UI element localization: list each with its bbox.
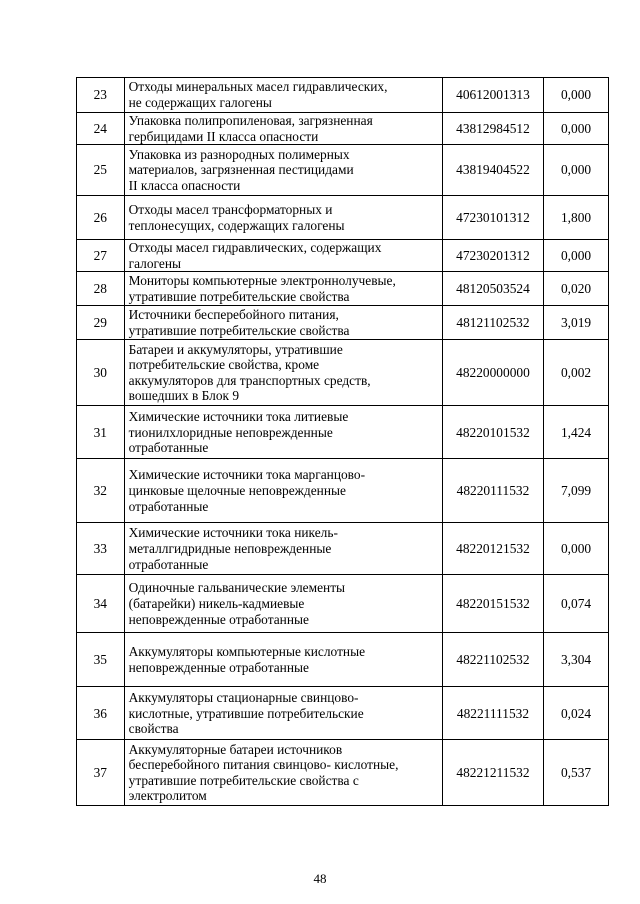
waste-name: Мониторы компьютерные электроннолучевые, утратившие потребительские свойства <box>124 272 442 306</box>
row-number: 37 <box>77 740 125 806</box>
waste-table-body <box>77 78 609 806</box>
waste-amount: 0,000 <box>544 78 609 113</box>
fkko-code: 48221211532 <box>442 740 543 806</box>
waste-amount: 0,000 <box>544 145 609 196</box>
table-row <box>77 196 609 240</box>
row-number: 25 <box>77 145 125 196</box>
fkko-code: 48220111532 <box>442 459 543 523</box>
table-row <box>77 306 609 340</box>
table-row <box>77 406 609 459</box>
row-number: 23 <box>77 78 125 113</box>
row-number: 30 <box>77 340 125 406</box>
waste-name: Отходы масел трансформаторных и теплонесущих, содержащих галогены <box>124 196 442 240</box>
waste-amount: 7,099 <box>544 459 609 523</box>
waste-amount: 0,074 <box>544 575 609 633</box>
table-row <box>77 575 609 633</box>
row-number: 36 <box>77 687 125 740</box>
fkko-code: 40612001313 <box>442 78 543 113</box>
fkko-code: 47230201312 <box>442 240 543 272</box>
row-number: 32 <box>77 459 125 523</box>
waste-amount: 0,024 <box>544 687 609 740</box>
waste-name: Аккумуляторные батареи источников бесперебойного питания свинцово- кислотные, утратившие потребительские свойства с электролитом <box>124 740 442 806</box>
fkko-code: 48121102532 <box>442 306 543 340</box>
waste-name: Химические источники тока никель- металлгидридные неповрежденные отработанные <box>124 523 442 575</box>
table-row <box>77 523 609 575</box>
row-number: 31 <box>77 406 125 459</box>
waste-amount: 0,000 <box>544 113 609 145</box>
waste-amount: 0,000 <box>544 240 609 272</box>
waste-name: Аккумуляторы компьютерные кислотные неповрежденные отработанные <box>124 633 442 687</box>
row-number: 24 <box>77 113 125 145</box>
row-number: 28 <box>77 272 125 306</box>
waste-amount: 3,304 <box>544 633 609 687</box>
table-row <box>77 459 609 523</box>
table-row <box>77 145 609 196</box>
table-row <box>77 272 609 306</box>
waste-table <box>76 77 609 806</box>
table-row <box>77 78 609 113</box>
row-number: 26 <box>77 196 125 240</box>
row-number: 34 <box>77 575 125 633</box>
fkko-code: 48220151532 <box>442 575 543 633</box>
table-row <box>77 740 609 806</box>
fkko-code: 48220121532 <box>442 523 543 575</box>
waste-amount: 0,000 <box>544 523 609 575</box>
row-number: 35 <box>77 633 125 687</box>
waste-name: Одиночные гальванические элементы (батарейки) никель-кадмиевые неповрежденные отработанные <box>124 575 442 633</box>
waste-amount: 3,019 <box>544 306 609 340</box>
table-row <box>77 687 609 740</box>
table-row <box>77 113 609 145</box>
waste-name: Аккумуляторы стационарные свинцово- кислотные, утратившие потребительские свойства <box>124 687 442 740</box>
waste-name: Отходы минеральных масел гидравлических, не содержащих галогены <box>124 78 442 113</box>
waste-name: Химические источники тока марганцово- цинковые щелочные неповрежденные отработанные <box>124 459 442 523</box>
waste-name: Батареи и аккумуляторы, утратившие потребительские свойства, кроме аккумуляторов для транспортных средств, вошедших в Блок 9 <box>124 340 442 406</box>
row-number: 29 <box>77 306 125 340</box>
table-row <box>77 240 609 272</box>
waste-amount: 0,020 <box>544 272 609 306</box>
waste-amount: 0,537 <box>544 740 609 806</box>
waste-amount: 0,002 <box>544 340 609 406</box>
fkko-code: 48221102532 <box>442 633 543 687</box>
fkko-code: 48220000000 <box>442 340 543 406</box>
waste-amount: 1,424 <box>544 406 609 459</box>
table-row <box>77 340 609 406</box>
table-row <box>77 633 609 687</box>
fkko-code: 48220101532 <box>442 406 543 459</box>
fkko-code: 48120503524 <box>442 272 543 306</box>
waste-amount: 1,800 <box>544 196 609 240</box>
waste-name: Источники бесперебойного питания, утратившие потребительские свойства <box>124 306 442 340</box>
waste-name: Отходы масел гидравлических, содержащих галогены <box>124 240 442 272</box>
waste-name: Упаковка из разнородных полимерных материалов, загрязненная пестицидами II класса опасности <box>124 145 442 196</box>
fkko-code: 43819404522 <box>442 145 543 196</box>
fkko-code: 47230101312 <box>442 196 543 240</box>
page-number: 48 <box>313 871 327 886</box>
waste-name: Упаковка полипропиленовая, загрязненная гербицидами II класса опасности <box>124 113 442 145</box>
fkko-code: 48221111532 <box>442 687 543 740</box>
row-number: 27 <box>77 240 125 272</box>
fkko-code: 43812984512 <box>442 113 543 145</box>
row-number: 33 <box>77 523 125 575</box>
waste-name: Химические источники тока литиевые тионилхлоридные неповрежденные отработанные <box>124 406 442 459</box>
